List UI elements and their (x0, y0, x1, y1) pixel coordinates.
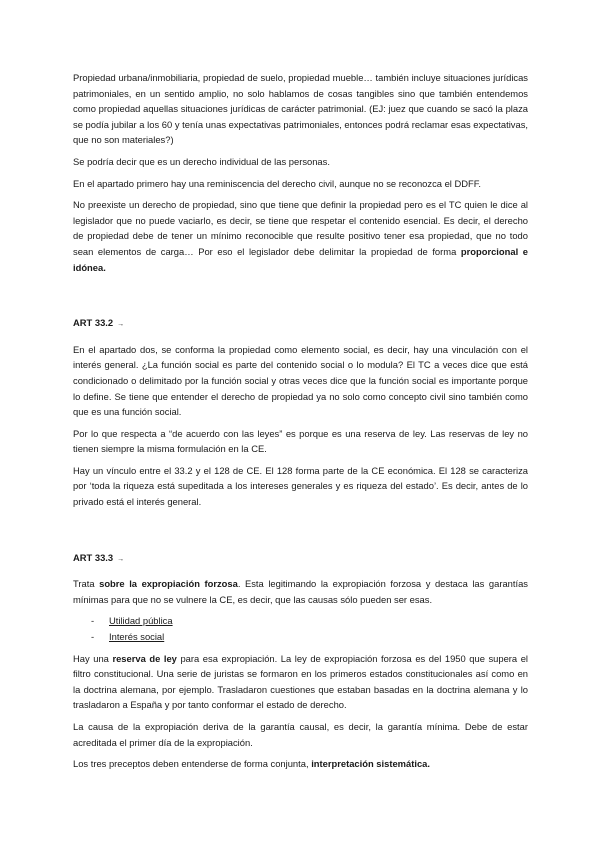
causes-list (73, 613, 528, 644)
arrow-icon: → (117, 555, 125, 563)
paragraph-text: . Esta legitimando la expropiación forzosa y destaca las garantías mínimas para que no se vulnere la CE, es decir, que las causas sólo pueden ser esas. (73, 578, 528, 605)
paragraph-text: Trata (73, 578, 100, 590)
paragraph-text: para esa expropiación. La ley de expropiación forzosa es del 1950 que supera el filtro constitucional. Una serie de juristas se formaron en los primeros estados constitucionales así como en la doctrina alemana, por ejemplo. Trasladaron cuestiones que estaban basadas en la doctrina alemana y lo trasladaron a España y por tanto conformar el estado de derecho. (73, 652, 528, 711)
list-item-label: Utilidad pública (109, 615, 173, 627)
list-item (91, 629, 528, 645)
paragraph-individual-right: Se podría decir que es un derecho individual de las personas. (73, 155, 330, 167)
section-heading-art-33-2 (73, 315, 528, 333)
list-item (91, 613, 528, 629)
heading-label: ART 33.3 (73, 551, 114, 563)
bold-phrase: interpretación sistemática. (311, 758, 430, 770)
paragraph-reserva-de-ley: Por lo que respecta a “de acuerdo con las leyes” es porque es una reserva de ley. Las reservas de ley no tienen siempre la misma formulación en la CE. (73, 427, 528, 455)
list-item-label: Interés social (109, 631, 165, 643)
paragraph-ley-1950 (73, 651, 528, 713)
paragraph-civil-law: En el apartado primero hay una reminiscencia del derecho civil, aunque no se reconozca el DDFF. (73, 177, 482, 189)
bold-phrase: sobre la expropiación forzosa (99, 578, 238, 590)
heading-label: ART 33.2 (73, 317, 114, 329)
bold-phrase: reserva de ley (112, 652, 177, 664)
paragraph-text: No preexiste un derecho de propiedad, sino que tiene que definir la propiedad pero es el TC quien le dice al legislador que no puede vaciarlo, es decir, se tiene que respetar el contenido esencial. Es decir, el derecho de propiedad debe de tener un mínimo reconocible que resulte positivo tener esa propiedad, que no todo sean elementos de carga… Por eso el legislador debe delimitar la propiedad de forma (73, 199, 528, 257)
paragraph-social-function: En el apartado dos, se conforma la propiedad como elemento social, es decir, hay una vinculación con el interés general. ¿La función social es parte del contenido social o lo modula? El TC a veces dice que está condicionado o delimitado por la función social y otras veces dice que la función social es importante porque lo define. Se tiene que entender el derecho de propiedad ya no solo como concepto civil sino también como que es una función social. (73, 343, 528, 418)
paragraph-text: Los tres preceptos deben entenderse de forma conjunta, (73, 758, 312, 770)
paragraph-conclusion (73, 756, 528, 772)
bold-phrase: proporcional e idónea. (73, 245, 528, 273)
paragraph-garantia-causal: La causa de la expropiación deriva de la garantía causal, es decir, la garantía mínima. Debe de estar acreditada el primer día de la expropiación. (73, 721, 528, 748)
paragraph-text: Hay una (73, 652, 113, 664)
paragraph-expropiacion (73, 576, 528, 607)
paragraph-property-types: Propiedad urbana/inmobiliaria, propiedad de suelo, propiedad mueble… también incluye situaciones jurídicas patrimoniales, en un sentido amplio, no solo hablamos de cosas tangibles sino que también entendemos como propiedad aquellas situaciones jurídicas de carácter patrimonial. (EJ: juez que cuando se sacó la plaza se podía jubilar a los 60 y tenía unas expectativas patrimoniales, entonces podrá reclamar esas expectativas, que no son materiales?) (73, 72, 528, 146)
paragraph-essential-content (73, 197, 528, 275)
arrow-icon: → (117, 321, 125, 329)
section-heading-art-33-3 (73, 550, 528, 568)
paragraph-art-128: Hay un vínculo entre el 33.2 y el 128 de CE. El 128 forma parte de la CE económica. El 128 se caracteriza por ‘toda la riqueza está supeditada a los intereses generales y es riqueza del estado’. Es decir, antes de lo privado está el interés general. (73, 464, 528, 508)
